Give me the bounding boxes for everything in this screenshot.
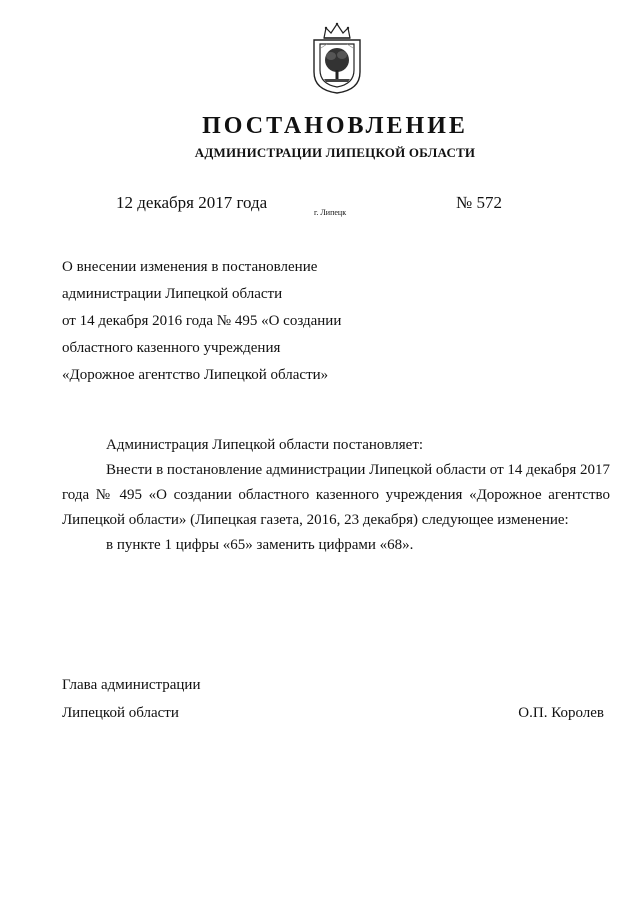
subject-line: администрации Липецкой области	[62, 286, 283, 302]
coat-of-arms-icon	[312, 22, 362, 94]
subject-line: от 14 декабря 2016 года № 495 «О создании	[62, 313, 342, 329]
signatory-position-line2: Липецкой области	[62, 705, 179, 721]
document-date: 12 декабря 2017 года	[116, 193, 268, 212]
signatory-position-line1: Глава администрации	[62, 677, 201, 693]
body-item: в пункте 1 цифры «65» заменить цифрами «68».	[106, 537, 414, 553]
subject-line: областного казенного учреждения	[62, 340, 281, 356]
subject-line: «Дорожное агентство Липецкой области»	[62, 367, 329, 383]
signatory-name: О.П. Королев	[518, 705, 604, 721]
document-body	[62, 433, 610, 558]
subject-line: О внесении изменения в постановление	[62, 259, 318, 275]
document-subject	[62, 254, 341, 389]
body-intro: Администрация Липецкой области постановляет:	[106, 437, 424, 453]
document-title: ПОСТАНОВЛЕНИЕ	[202, 113, 468, 139]
body-paragraph: Внести в постановление администрации Липецкой области от 14 декабря 2017 года № 495 «О создании областного казенного учреждения «Дорожное агентство Липецкой области» (Липецкая газета, 2016, 23 декабря) следующее изменение:	[62, 462, 610, 528]
document-subtitle: АДМИНИСТРАЦИИ ЛИПЕЦКОЙ ОБЛАСТИ	[194, 145, 476, 160]
document-number: № 572	[456, 193, 502, 212]
document-city: г. Липецк	[314, 208, 347, 217]
